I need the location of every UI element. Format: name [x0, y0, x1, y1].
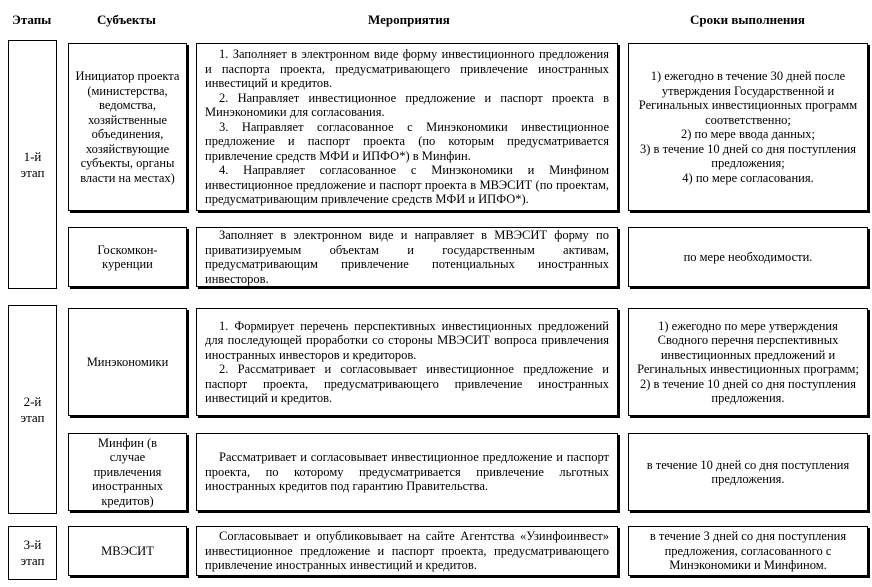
stage-3-box — [8, 526, 57, 580]
deadlines-initiator — [628, 43, 868, 211]
deadlines-goskomkon — [628, 227, 868, 287]
stage-1-label: 1-й этап — [20, 148, 45, 180]
stage-2-box — [8, 305, 57, 514]
measures-initiator — [196, 43, 618, 211]
deadlines-minfin — [628, 433, 868, 511]
measures-mvesit-text — [197, 529, 617, 573]
measures-goskomkon — [196, 227, 618, 287]
deadlines-mineconomy — [628, 308, 868, 416]
subject-mineconomy-text: Минэкономики — [86, 354, 169, 369]
measures-minfin-text — [197, 450, 617, 494]
deadlines-minfin-text: в течение 10 дней со дня поступления предложения. — [646, 457, 850, 486]
subject-goskomkon — [68, 227, 187, 287]
measure-item: Рассматривает и согласовывает инвестиционное предложение и паспорт проекта, по которому предусматривается привлечение льготных иностранных кредитов под гарантию Правительства. — [205, 450, 609, 494]
measures-mvesit — [196, 526, 618, 576]
deadlines-mvesit — [628, 526, 868, 576]
measure-item: 1. Формирует перечень перспективных инвестиционных предложений для последующей проработки со стороны МВЭСИТ вопроса привлечения иностранных инвесторов и кредиторов. — [205, 318, 609, 362]
deadline-item: 3) в течение 10 дней со дня поступления предложения; — [640, 141, 856, 170]
measure-item: Согласовывает и опубликовывает на сайте Агентства «Узинфоинвест» инвестиционное предложение и паспорт проекта, предусматривающего привлечение иностранных инвестиций и кредитов. — [205, 529, 609, 573]
subject-minfin-text: Минфин (в случае привлечения иностранных кредитов) — [92, 435, 163, 508]
header-measures: Мероприятия — [368, 12, 450, 27]
measures-initiator-text — [197, 47, 617, 207]
deadlines-mvesit-text: в течение 3 дней со дня поступления предложения, согласованного с Минэкономики и Минфином. — [649, 529, 847, 573]
subject-mvesit-text: МВЭСИТ — [101, 543, 154, 558]
subject-mvesit — [68, 526, 187, 576]
deadline-item: 1) ежегодно по мере утверждения Сводного перечня перспективных инвестиционных предложений и Регинальных инвестиционных программ; — [637, 318, 859, 376]
measures-minfin — [196, 433, 618, 511]
deadline-item: 2) по мере ввода данных; — [680, 127, 816, 141]
subject-minfin — [68, 433, 187, 511]
measure-item: 2. Рассматривает и согласовывает инвестиционное предложение и паспорт проекта, предусматривающего привлечение иностранных инвестиций и кредитов. — [205, 362, 609, 405]
measures-mineconomy — [196, 308, 618, 416]
header-subjects: Субъекты — [97, 12, 156, 27]
stage-3-label: 3-й этап — [20, 537, 45, 568]
measure-item: 3. Направляет согласованное с Минэкономики инвестиционное предложение и паспорт проекта (по которым предусматривается привлечение средств МФИ и ИПФО*) в Минфин. — [205, 119, 609, 163]
measures-mineconomy-text — [197, 319, 617, 406]
subject-initiator-text: Инициатор проекта (министерства, ведомства, хозяйственные объединения, хозяйствующие субъекты, органы власти на местах) — [75, 69, 180, 185]
deadline-item: 1) ежегодно в течение 30 дней после утверждения Государственной и Регинальных инвестиционных программ соответственно; — [638, 69, 858, 127]
deadline-item: 4) по мере согласования. — [682, 170, 814, 185]
subject-initiator — [68, 43, 187, 211]
deadline-item: 2) в течение 10 дней со дня поступления предложения. — [640, 376, 856, 405]
measure-item: 2. Направляет инвестиционное предложение и паспорт проекта в Минэкономики для согласования. — [205, 90, 609, 120]
stage-1-box — [8, 40, 57, 289]
deadlines-mineconomy-text — [629, 319, 867, 406]
deadlines-initiator-text — [629, 69, 867, 185]
subject-mineconomy — [68, 308, 187, 416]
subject-goskomkon-text: Госкомкон-куренции — [97, 242, 158, 271]
measure-item: 1. Заполняет в электронном виде форму инвестиционного предложения и паспорта проекта, предусматривающего привлечение иностранных инвестиций и кредитов. — [205, 47, 609, 91]
measure-item: Заполняет в электронном виде и направляет в МВЭСИТ форму по приватизируемым объектам и государственным активам, предусматривающим привлечение потенциальных иностранных инвесторов. — [205, 228, 609, 286]
measures-goskomkon-text — [197, 228, 617, 286]
stage-2-label: 2-й этап — [20, 393, 45, 425]
measure-item: 4. Направляет согласованное с Минэкономики и Минфином инвестиционное предложение и паспорт проекта в МВЭСИТ (по проектам, предусматривающим привлечение средств МФИ и ИПФО*). — [205, 163, 609, 207]
header-deadlines: Сроки выполнения — [690, 12, 805, 27]
header-stages: Этапы — [12, 12, 52, 27]
deadlines-goskomkon-text: по мере необходимости. — [683, 249, 813, 264]
